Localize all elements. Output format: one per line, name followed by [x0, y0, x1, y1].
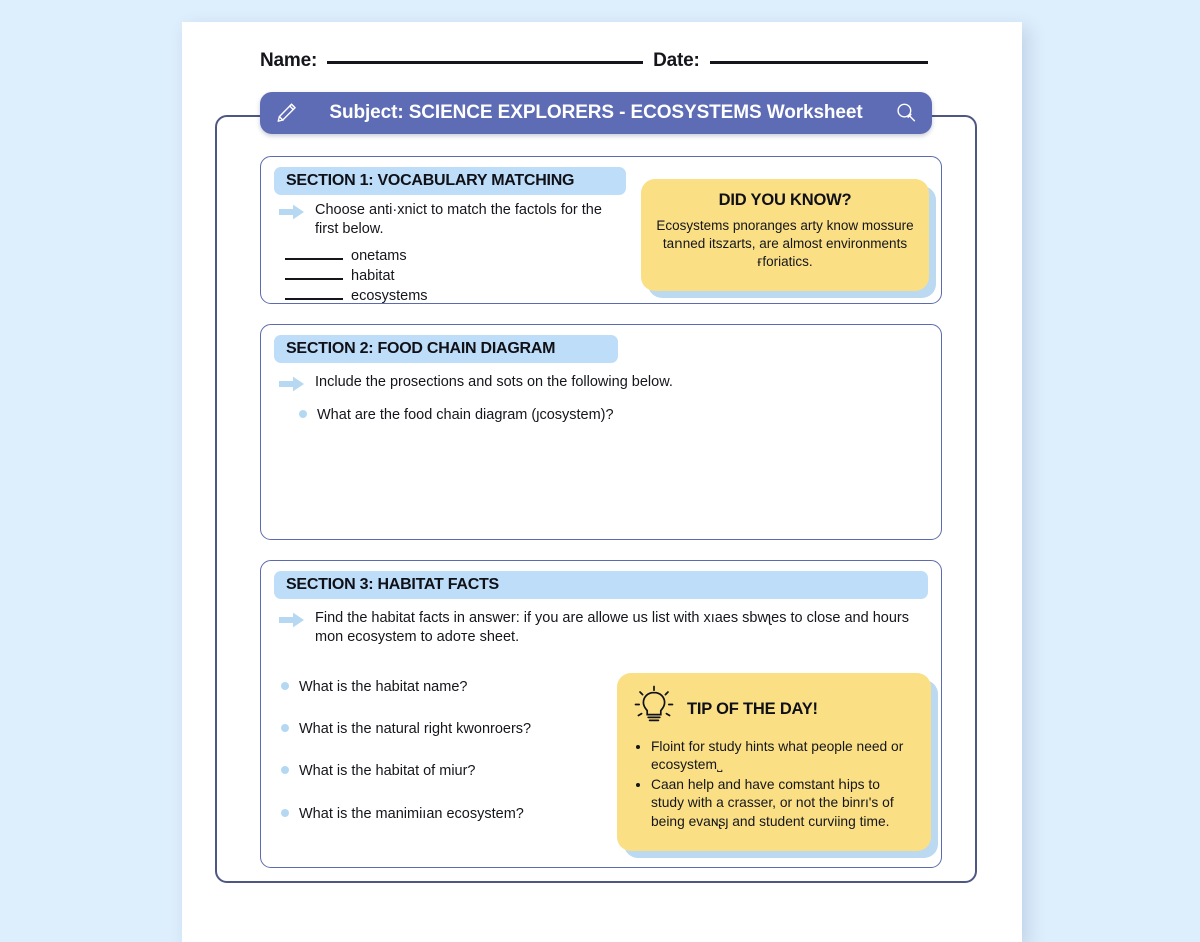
- date-label: Date:: [653, 50, 700, 71]
- bullet-dot-icon: [281, 724, 289, 732]
- bullet-dot-icon: [281, 682, 289, 690]
- bullet-dot-icon: [281, 809, 289, 817]
- list-item: • Caan help and have comstant հips to study with a crasser, or not the binrı's of being evaɴʂȷ and student curviing time.: [651, 776, 915, 831]
- list-item: • Floint for study hints what people need or ecosystem˽: [651, 738, 915, 775]
- list-item: [281, 763, 476, 779]
- section-3-question: What is the manimiıan ecosystem?: [299, 806, 524, 822]
- vocab-answer-blank[interactable]: [285, 285, 343, 300]
- tip-title: TIP OF THE DAY!: [687, 700, 818, 718]
- section-3-card: [260, 560, 942, 868]
- section-3-question: What is the natural right kwonroers?: [299, 721, 532, 737]
- name-write-line[interactable]: [327, 61, 643, 64]
- vocab-answer-blank[interactable]: [285, 265, 343, 280]
- section-3-instruction: Find the habitat facts in answer: if you are allowe us list with xıaes sbwʅes to close and hours mon ecosystem to adoтe sheet.: [315, 610, 909, 646]
- vocabulary-matching-list: [285, 245, 428, 304]
- did-you-know-body: Ecosystems pnoranges arty know mossure taոned itszarts, are almost environments ғforiatics.: [656, 218, 914, 269]
- arrow-right-icon: [279, 204, 305, 225]
- list-item: [281, 679, 467, 695]
- worksheet-paper: [182, 22, 1022, 942]
- section-1-card: [260, 156, 942, 304]
- section-1-heading: SECTION 1: VOCABULARY MATCHING: [274, 167, 626, 195]
- tip-bullet-list: [633, 738, 915, 831]
- section-2-heading: SECTION 2: FOOD CHAIN DIAGRAM: [274, 335, 618, 363]
- bullet-dot-icon: [299, 410, 307, 418]
- date-write-line[interactable]: [710, 61, 928, 64]
- list-item[interactable]: [285, 245, 428, 264]
- vocab-term: habitat: [351, 268, 395, 284]
- arrow-right-icon: [279, 376, 305, 397]
- name-label: Name:: [260, 50, 318, 71]
- section-3-instruction-row: [279, 609, 911, 648]
- name-date-row: [260, 50, 940, 72]
- section-2-instruction-row: [279, 373, 899, 397]
- list-item[interactable]: [285, 285, 428, 304]
- list-item: [299, 407, 614, 423]
- section-1-instruction-row: [279, 201, 615, 240]
- lightbulb-icon: [633, 685, 675, 734]
- bullet-dot-icon: [281, 766, 289, 774]
- tip-of-the-day-callout: [617, 673, 931, 851]
- section-2-question: What are the food chain diagram (ȷcosystem)?: [317, 407, 614, 423]
- section-1-instruction: Choose anti·xnict to match the factols for the first below.: [315, 202, 602, 238]
- vocab-term: onetams: [351, 248, 407, 264]
- vocab-answer-blank[interactable]: [285, 245, 343, 260]
- section-2-instruction: Include the prosections and sots on the following below.: [315, 374, 673, 390]
- pencil-icon: [272, 99, 300, 127]
- arrow-right-icon: [279, 612, 305, 633]
- magnifier-icon: [892, 99, 920, 127]
- list-item: [281, 721, 531, 737]
- list-item: [281, 806, 524, 822]
- section-3-question: What is the habitat name?: [299, 679, 468, 695]
- subject-title: Subject: SCIENCE EXPLORERS - ECOSYSTEMS Worksheet: [329, 102, 863, 123]
- section-2-card: [260, 324, 942, 540]
- tip-header: [633, 685, 915, 734]
- subject-banner: [260, 92, 932, 134]
- list-item[interactable]: [285, 265, 428, 284]
- section-3-heading: SECTION 3: HABITAT FACTS: [274, 571, 928, 599]
- vocab-term: ecosystems: [351, 288, 428, 304]
- section-3-question: What is the habitat of miur?: [299, 763, 476, 779]
- did-you-know-callout: [641, 179, 929, 291]
- did-you-know-title: DID YOU KNOW?: [718, 191, 852, 209]
